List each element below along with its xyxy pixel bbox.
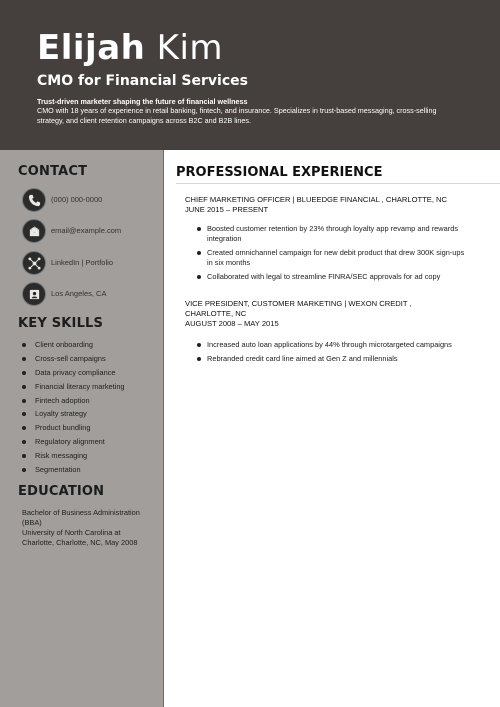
list-item: Financial literacy marketing — [22, 380, 125, 394]
phone-text: (000) 000-0000 — [51, 195, 103, 204]
job-dates: JUNE 2015 – PRESENT — [185, 205, 269, 214]
list-item: Increased auto loan applications by 44% through microtargeted campaigns — [197, 340, 467, 350]
contact-location[interactable] — [22, 282, 162, 306]
links-text: LinkedIn | Portfolio — [51, 258, 113, 267]
candidate-name — [37, 28, 223, 68]
contact-links[interactable] — [22, 251, 162, 275]
job-entry-2 — [185, 299, 440, 329]
list-item: Risk messaging — [22, 449, 125, 463]
list-item: Segmentation — [22, 463, 125, 477]
skills-heading: KEY SKILLS — [18, 316, 104, 331]
location-icon — [22, 282, 46, 306]
job-dates: AUGUST 2008 – MAY 2015 — [185, 319, 279, 328]
job-title: CMO for Financial Services — [37, 73, 248, 89]
degree: Bachelor of Business Administration (BBA) — [22, 508, 140, 527]
contact-phone[interactable] — [22, 188, 162, 212]
list-item: Loyalty strategy — [22, 407, 125, 421]
job-header: CHIEF MARKETING OFFICER | BLUEEDGE FINANCIAL , CHARLOTTE, NC — [185, 195, 448, 204]
contact-heading: CONTACT — [18, 164, 88, 179]
list-item: Regulatory alignment — [22, 435, 125, 449]
phone-icon — [22, 188, 46, 212]
last-name: Kim — [156, 28, 224, 68]
list-item: Product bundling — [22, 421, 125, 435]
summary: CMO with 18 years of experience in retail banking, fintech, and insurance. Specializes in trust-based messaging, cross-selling strategy, and client retention campaigns across B2C and B2B lines. — [37, 106, 437, 125]
experience-heading: PROFESSIONAL EXPERIENCE — [176, 165, 383, 180]
job-header: VICE PRESIDENT, CUSTOMER MARKETING | WEXON CREDIT , CHARLOTTE, NC — [185, 299, 412, 318]
list-item: Created omnichannel campaign for new debit product that drew 300K sign-ups in six months — [197, 248, 467, 268]
first-name: Elijah — [37, 28, 146, 68]
location-text: Los Angeles, CA — [51, 289, 107, 298]
email-text: email@example.com — [51, 226, 122, 235]
network-icon — [22, 251, 46, 275]
job-1-bullets — [197, 224, 467, 286]
education-heading: EDUCATION — [18, 484, 105, 499]
list-item: Cross-sell campaigns — [22, 352, 125, 366]
contact-email[interactable] — [22, 219, 162, 243]
school: University of North Carolina at Charlotte, Charlotte, NC, May 2008 — [22, 528, 138, 547]
job-2-bullets — [197, 340, 467, 368]
list-item: Boosted customer retention by 23% through loyalty app revamp and rewards integration — [197, 224, 467, 244]
list-item: Fintech adoption — [22, 394, 125, 408]
list-item: Collaborated with legal to streamline FINRA/SEC approvals for ad copy — [197, 272, 467, 282]
education-entry — [22, 508, 147, 548]
resume-header — [0, 0, 500, 150]
list-item: Data privacy compliance — [22, 366, 125, 380]
list-item: Client onboarding — [22, 338, 125, 352]
tagline: Trust-driven marketer shaping the future of financial wellness — [37, 97, 248, 106]
divider — [176, 183, 500, 184]
email-icon — [22, 219, 46, 243]
list-item: Rebranded credit card line aimed at Gen Z and millennials — [197, 354, 467, 364]
skills-list — [22, 338, 125, 477]
job-entry-1 — [185, 195, 475, 215]
